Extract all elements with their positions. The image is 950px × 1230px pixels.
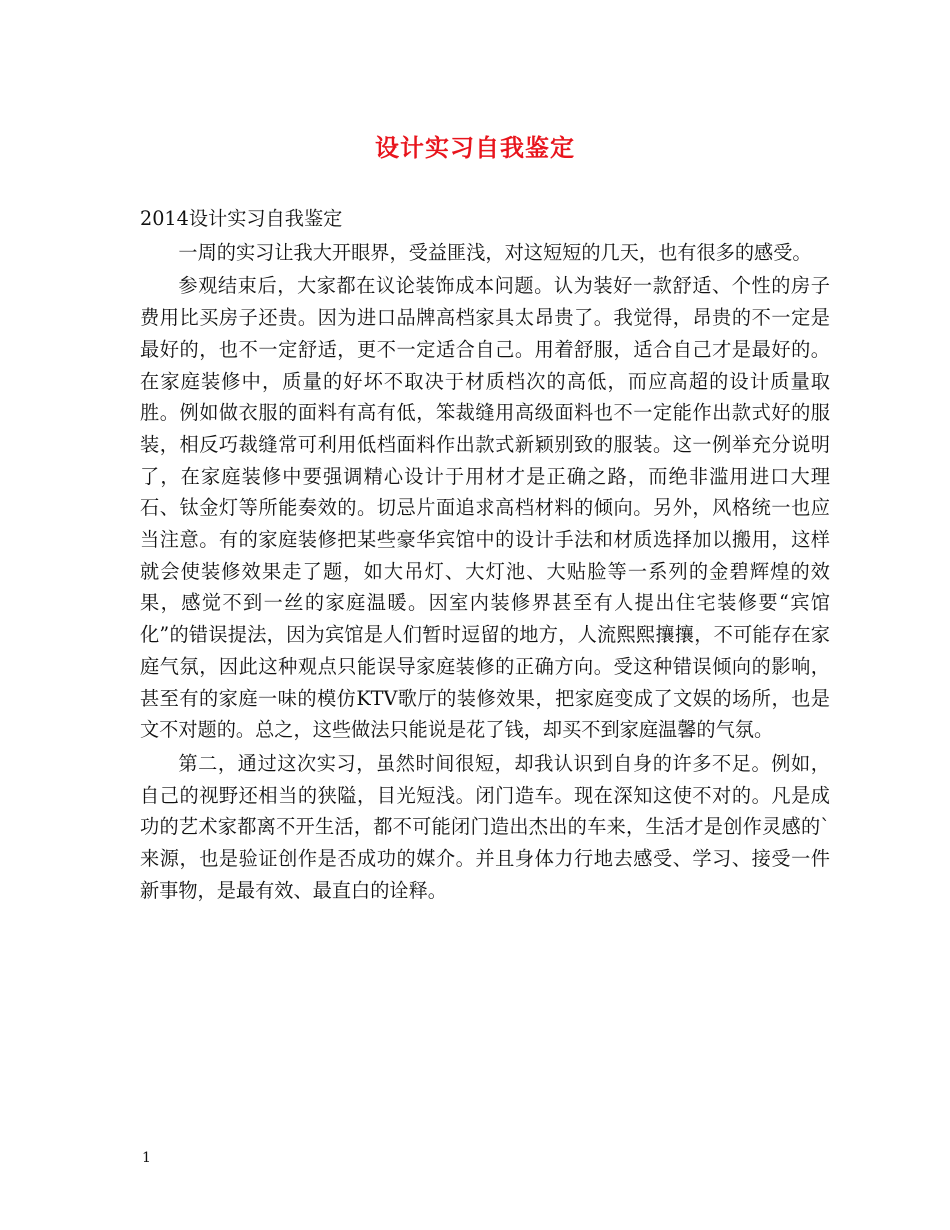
document-subtitle: 2014设计实习自我鉴定 bbox=[140, 207, 343, 230]
page-number: 1 bbox=[142, 1150, 151, 1166]
document-body bbox=[140, 203, 830, 906]
paragraph-intro: 一周的实习让我大开眼界，受益匪浅，对这短短的几天，也有很多的感受。 bbox=[178, 240, 812, 264]
paragraph-self-reflection: 第二，通过这次实习，虽然时间很短，却我认识到自身的许多不足。例如，自己的视野还相当的狭隘，目光短浅。闭门造车。现在深知这使不对的。凡是成功的艺术家都离不开生活，都不可能闭门造出杰出的车来，生活才是创作灵感的`来源，也是验证创作是否成功的媒介。并且身体力行地去感受、学习、接受一件新事物，是最有效、最直白的诠释。 bbox=[140, 751, 830, 902]
document-title: 设计实习自我鉴定 bbox=[375, 133, 575, 162]
paragraph-decoration-cost: 参观结束后，大家都在议论装饰成本问题。认为装好一款舒适、个性的房子费用比买房子还贵。因为进口品牌高档家具太昂贵了。我觉得，昂贵的不一定是最好的，也不一定舒适，更不一定适合自己。用着舒服，适合自己才是最好的。在家庭装修中，质量的好坏不取决于材质档次的高低，而应高超的设计质量取胜。例如做衣服的面料有高有低，笨裁缝用高级面料也不一定能作出款式好的服装，相反巧裁缝常可利用低档面料作出款式新颖别致的服装。这一例举充分说明了，在家庭装修中要强调精心设计于用材才是正确之路，而绝非滥用进口大理石、钛金灯等所能奏效的。切忌片面追求高档材料的倾向。另外，风格统一也应当注意。有的家庭装修把某些豪华宾馆中的设计手法和材质选择加以搬用，这样就会使装修效果走了题，如大吊灯、大灯池、大贴脸等一系列的金碧辉煌的效果，感觉不到一丝的家庭温暖。因室内装修界甚至有人提出住宅装修要“宾馆化”的错误提法，因为宾馆是人们暂时逗留的地方，人流熙熙攘攘，不可能存在家庭气氛，因此这种观点只能误导家庭装修的正确方向。受这种错误倾向的影响，甚至有的家庭一味的模仿KTV歌厅的装修效果，把家庭变成了文娱的场所，也是文不对题的。总之，这些做法只能说是花了钱，却买不到家庭温馨的气氛。 bbox=[140, 274, 830, 742]
